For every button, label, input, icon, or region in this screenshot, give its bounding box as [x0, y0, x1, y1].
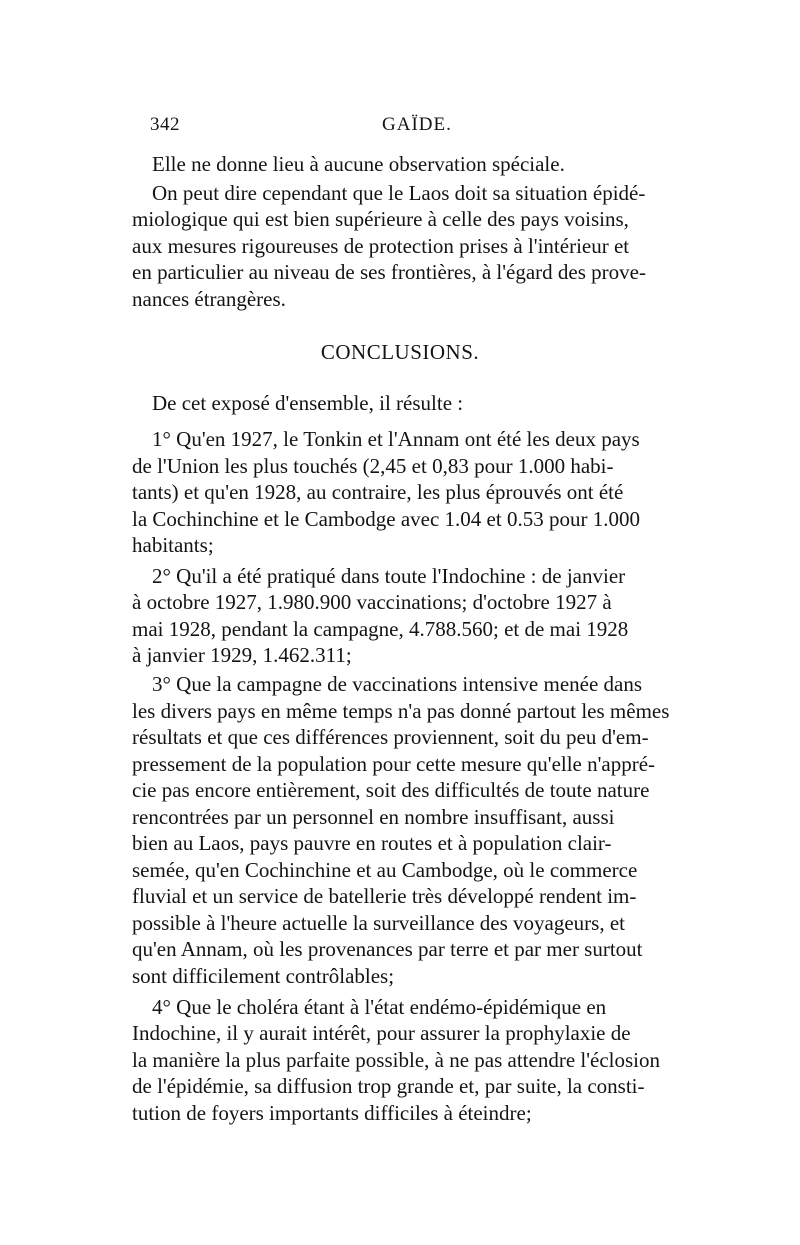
text-line: sont difficilement contrôlables; — [132, 964, 395, 988]
text-line: la manière la plus parfaite possible, à ne pas attendre l'éclosion — [132, 1048, 661, 1072]
text-line: habitants; — [132, 533, 214, 557]
running-title: GAÏDE. — [382, 114, 452, 135]
text-line: à janvier 1929, 1.462.311; — [132, 643, 352, 667]
text-line: 3° Que la campagne de vaccinations intensive menée dans — [152, 672, 643, 696]
text-line: résultats et que ces différences proviennent, soit du peu d'em- — [132, 725, 649, 749]
text-line: 2° Qu'il a été pratiqué dans toute l'Indochine : de janvier — [152, 564, 626, 588]
text-line: bien au Laos, pays pauvre en routes et à population clair- — [132, 831, 612, 855]
text-line: tution de foyers importants difficiles à éteindre; — [132, 1101, 532, 1125]
text-line: la Cochinchine et le Cambodge avec 1.04 et 0.53 pour 1.000 — [132, 507, 640, 531]
text-line: On peut dire cependant que le Laos doit sa situation épidé- — [152, 181, 646, 205]
text-line: miologique qui est bien supérieure à celle des pays voisins, — [132, 207, 629, 231]
text-line: nances étrangères. — [132, 287, 286, 311]
text-line: à octobre 1927, 1.980.900 vaccinations; d'octobre 1927 à — [132, 590, 612, 614]
text-line: Indochine, il y aurait intérêt, pour assurer la prophylaxie de — [132, 1021, 631, 1045]
text-line: aux mesures rigoureuses de protection prises à l'intérieur et — [132, 234, 630, 258]
text-line: les divers pays en même temps n'a pas donné partout les mêmes — [132, 699, 670, 723]
text-line: fluvial et un service de batellerie très développé rendent im- — [132, 884, 637, 908]
text-line: 1° Qu'en 1927, le Tonkin et l'Annam ont été les deux pays — [152, 427, 640, 451]
text-line: qu'en Annam, où les provenances par terre et par mer surtout — [132, 937, 643, 961]
text-line: tants) et qu'en 1928, au contraire, les plus éprouvés ont été — [132, 480, 624, 504]
running-head — [150, 114, 690, 144]
text-line: Elle ne donne lieu à aucune observation spéciale. — [152, 152, 565, 176]
text-line: cie pas encore entièrement, soit des difficultés de toute nature — [132, 778, 650, 802]
page-number: 342 — [150, 114, 180, 135]
section-heading: CONCLUSIONS. — [320, 340, 480, 364]
text-line: semée, qu'en Cochinchine et au Cambodge, où le commerce — [132, 858, 638, 882]
text-line: 4° Que le choléra étant à l'état endémo-épidémique en — [152, 995, 607, 1019]
text-line: de l'épidémie, sa diffusion trop grande et, par suite, la consti- — [132, 1074, 645, 1098]
text-line: pressement de la population pour cette mesure qu'elle n'appré- — [132, 752, 656, 776]
text-line: possible à l'heure actuelle la surveillance des voyageurs, et — [132, 911, 626, 935]
text-line: de l'Union les plus touchés (2,45 et 0,83 pour 1.000 habi- — [132, 454, 614, 478]
text-line: mai 1928, pendant la campagne, 4.788.560; et de mai 1928 — [132, 617, 629, 641]
intro-line: De cet exposé d'ensemble, il résulte : — [152, 391, 464, 415]
text-line: rencontrées par un personnel en nombre insuffisant, aussi — [132, 805, 615, 829]
text-line: en particulier au niveau de ses frontières, à l'égard des prove- — [132, 260, 646, 284]
